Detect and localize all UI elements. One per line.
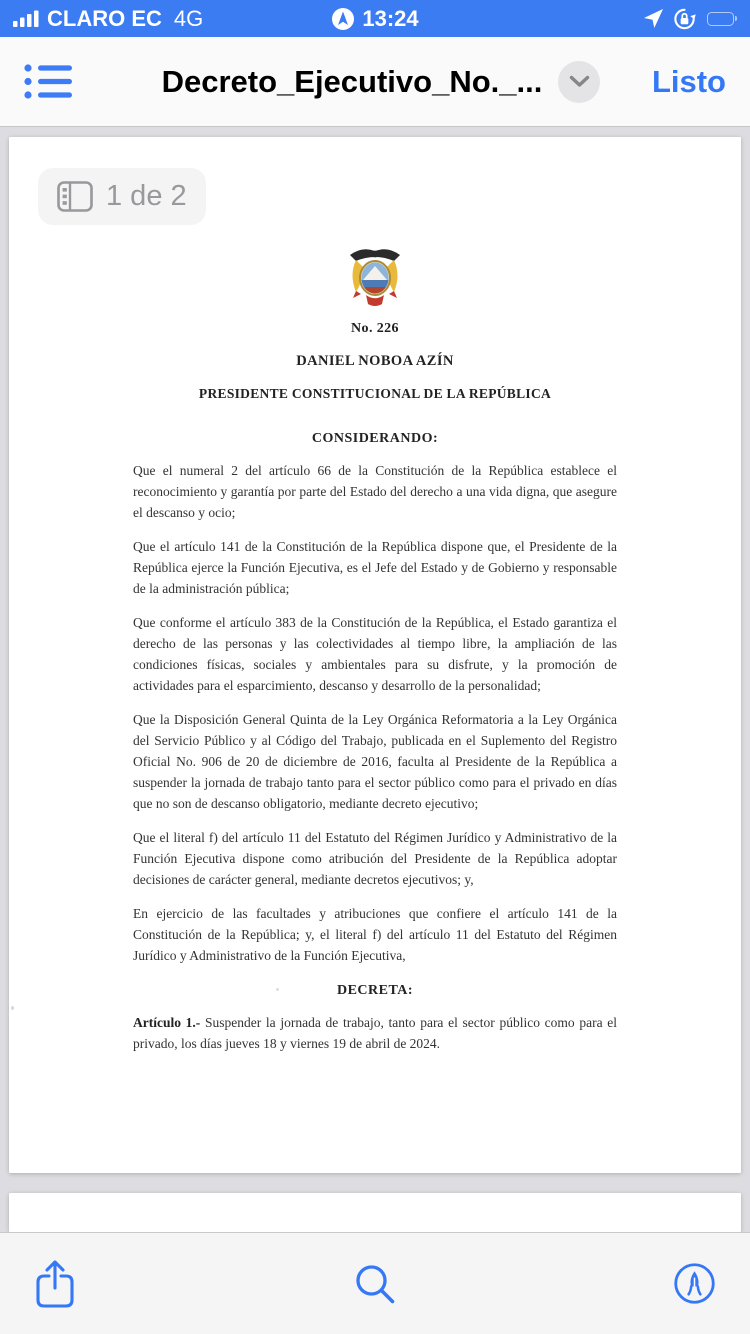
clock-label: 13:24 bbox=[362, 5, 419, 31]
nav-bar bbox=[0, 37, 750, 127]
search-icon bbox=[353, 1262, 396, 1305]
document-body bbox=[133, 460, 617, 966]
considerando-paragraph: Que el artículo 141 de la Constitución de la República dispone que, el Presidente de la República ejerce la Función Ejecutiva, es el Jefe del Estado y de Gobierno y responsable de la administración pública; bbox=[133, 539, 617, 596]
orientation-lock-icon bbox=[672, 7, 697, 31]
share-icon bbox=[34, 1259, 76, 1309]
sidebar-panel-icon bbox=[57, 181, 93, 212]
document-title: Decreto_Ejecutivo_No._... bbox=[161, 63, 543, 99]
bottom-toolbar bbox=[0, 1232, 750, 1334]
bullet-list-icon bbox=[24, 63, 73, 100]
considerando-paragraph: Que el numeral 2 del artículo 66 de la Constitución de la República establece el reconocimiento y garantía por parte del Estado del derecho a una vida digna, que asegure el descanso y ocio; bbox=[133, 463, 617, 520]
page-indicator-badge[interactable] bbox=[38, 168, 206, 225]
considerando-heading: CONSIDERANDO: bbox=[311, 431, 439, 446]
table-of-contents-button[interactable] bbox=[24, 63, 73, 100]
markup-button[interactable] bbox=[673, 1262, 716, 1305]
carrier-label: CLARO EC bbox=[47, 5, 162, 31]
markup-pen-icon bbox=[673, 1262, 716, 1305]
decree-number: No. 226 bbox=[351, 321, 399, 336]
chevron-down-icon bbox=[569, 75, 590, 88]
article-1-label: Artículo 1.- bbox=[133, 1015, 201, 1030]
scan-speck bbox=[276, 988, 279, 991]
scan-speck bbox=[11, 1006, 14, 1010]
pdf-page-2 bbox=[9, 1193, 741, 1232]
title-menu-button[interactable] bbox=[558, 61, 600, 103]
considerando-paragraph: Que la Disposición General Quinta de la Ley Orgánica Reformatoria a la Ley Orgánica del Servicio Público y al Código del Trabajo, publicada en el Suplemento del Registro Oficial No. 906 de 20 de diciembre de 2016, faculta al Presidente de la República a suspender la jornada de trabajo tanto para el sector público como para el privado en días que no son de descanso obligatorio, mediante decreto ejecutivo; bbox=[133, 712, 617, 811]
done-button[interactable]: Listo bbox=[651, 63, 726, 99]
author-title: PRESIDENTE CONSTITUCIONAL DE LA REPÚBLICA bbox=[198, 386, 552, 401]
considerando-paragraph: Que conforme el artículo 383 de la Constitución de la República, el Estado garantiza el derecho de las personas y las colectividades al tiempo libre, la ampliación de las condiciones físicas, sociales y ambientales para su disfrute, y la promoción de actividades para el esparcimiento, descanso y desarrollo de la personalidad; bbox=[133, 615, 617, 693]
status-bar bbox=[0, 0, 750, 37]
battery-icon bbox=[705, 12, 737, 26]
location-arrow-icon bbox=[643, 8, 664, 29]
ecuador-coat-of-arms bbox=[344, 245, 406, 309]
share-button[interactable] bbox=[34, 1259, 76, 1309]
navigation-active-icon bbox=[331, 7, 355, 31]
decreta-heading: DECRETA: bbox=[336, 983, 414, 998]
article-1-paragraph bbox=[133, 1012, 617, 1054]
page-indicator-label: 1 de 2 bbox=[106, 180, 187, 212]
network-type-label: 4G bbox=[173, 5, 204, 31]
viewer-canvas[interactable] bbox=[0, 127, 750, 1232]
considerando-paragraph: Que el literal f) del artículo 11 del Estatuto del Régimen Jurídico y Administrativo de la Función Ejecutiva dispone como atribución del Presidente de la República adoptar decisiones de carácter general, mediante decretos ejecutivos; y, bbox=[133, 830, 617, 887]
search-button[interactable] bbox=[353, 1262, 396, 1305]
decree-document bbox=[9, 137, 741, 1054]
pdf-page-1 bbox=[9, 137, 741, 1173]
author-name: DANIEL NOBOA AZÍN bbox=[296, 353, 454, 369]
article-1-text: Suspender la jornada de trabajo, tanto para el sector público como para el privado, los días jueves 18 y viernes 19 de abril de 2024. bbox=[133, 1015, 617, 1051]
considerando-paragraph: En ejercicio de las facultades y atribuciones que confiere el artículo 141 de la Constitución de la República; y, el literal f) del artículo 11 del Estatuto del Régimen Jurídico y Administrativo de la Función Ejecutiva, bbox=[133, 906, 617, 963]
signal-bars-icon bbox=[13, 10, 39, 27]
